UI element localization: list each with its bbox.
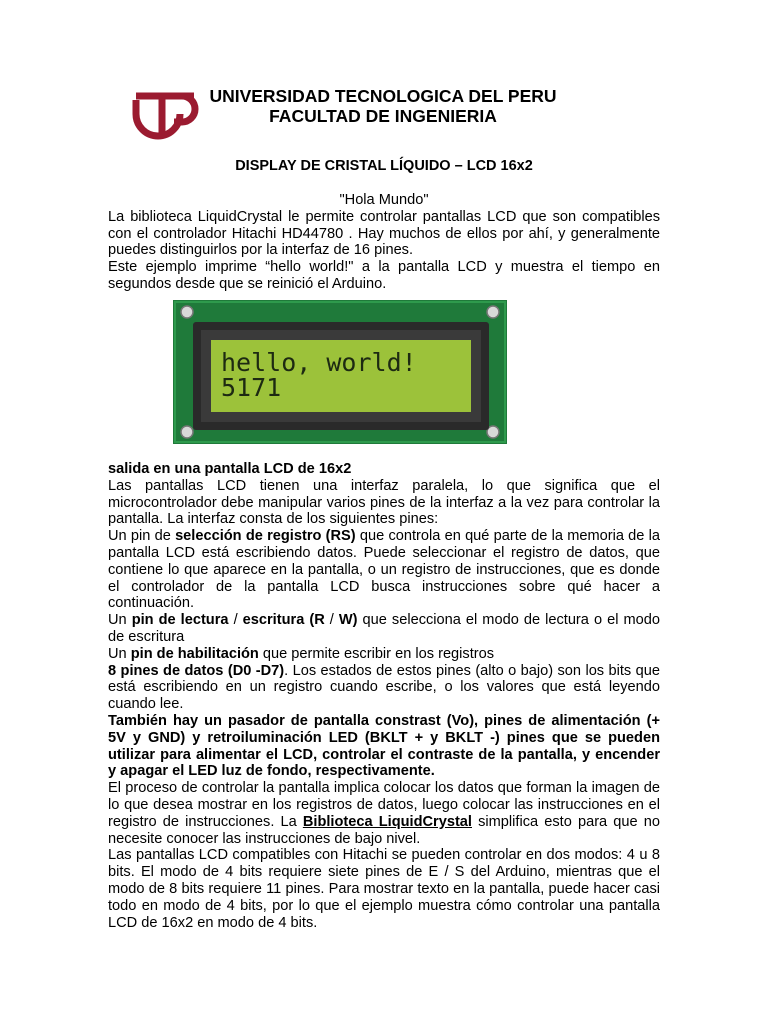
process-post: simplifica esto para que no necesite conocer las instrucciones de bajo nivel.: [108, 813, 660, 847]
faculty-name: FACULTAD DE INGENIERIA: [269, 106, 497, 126]
rw-post: que selecciona el modo de lectura o el modo de escritura: [108, 612, 660, 645]
rw-pin-paragraph: [108, 612, 660, 646]
enable-pin-paragraph: [108, 646, 660, 663]
modes-paragraph: Las pantallas LCD compatibles con Hitachi se pueden controlar en dos modos: 4 u 8 bits. El modo de 4 bits requiere siete pines de E / S del Arduino, mientras que el modo de 8 bits requiere 11 pines. Para mostrar texto en la pantalla, puede hacer casi todo en modo de 4 bits, por lo que el ejemplo muestra cómo controlar una pantalla LCD de 16x2 en modo de 4 bits.: [108, 847, 660, 931]
en-term: pin de habilitación: [130, 645, 259, 662]
intro-subtitle: "Hola Mundo": [339, 192, 429, 208]
rw-term-1: pin de lectura: [131, 612, 229, 629]
document-title: DISPLAY DE CRISTAL LÍQUIDO – LCD 16x2: [235, 158, 533, 174]
lcd-module-photo: [173, 300, 507, 444]
en-pre: Un: [108, 645, 131, 662]
power-pins-paragraph: También hay un pasador de pantalla constrast (Vo), pines de alimentación (+ 5V y GND) y retroiluminación LED (BKLT + y BKLT -) pines que se pueden utilizar para alimentar el LCD, controlar el contraste de la pantalla, y encender y apagar el LED luz de fondo, respectivamente.: [108, 712, 660, 780]
rs-pre: Un pin de: [108, 528, 176, 545]
liquidcrystal-link[interactable]: Biblioteca LiquidCrystal: [302, 813, 472, 830]
lcd-text-line-2: 5171: [221, 373, 282, 402]
process-paragraph: [108, 780, 660, 847]
rs-pin-paragraph: [108, 528, 660, 612]
interface-paragraph: Las pantallas LCD tienen una interfaz paralela, lo que significa que el microcontrolador debe manipular varios pines de la interfaz a la vez para controlar la pantalla. La interfaz consta de los siguientes pines:: [108, 477, 660, 528]
rw-pre: Un: [108, 612, 132, 629]
lcd-text-line-1: hello, world!: [221, 348, 417, 377]
data-pins-paragraph: [108, 663, 660, 713]
main-section: [108, 461, 660, 931]
intro-paragraph-1: La biblioteca LiquidCrystal le permite controlar pantallas LCD que son compatibles con el controlador Hitachi HD44780 . Hay muchos de ellos por ahí, y generalmente puedes distinguirlos por la interfaz de 16 pines.: [108, 208, 660, 259]
data-pins-term: 8 pines de datos (D0 -D7): [108, 662, 285, 679]
en-post: que permite escribir en los registros: [258, 645, 495, 662]
rw-term-3: W): [338, 612, 358, 629]
university-name: UNIVERSIDAD TECNOLOGICA DEL PERU: [209, 86, 557, 106]
section-heading: salida en una pantalla LCD de 16x2: [108, 461, 352, 477]
rs-post: que controla en qué parte de la memoria de la pantalla LCD está escribiendo datos. Puede seleccionar el registro de datos, que contiene lo que aparece en la pantalla, o un registro de instrucciones, que es donde el controlador de la pantalla LCD busca instrucciones sobre qué hacer a continuación.: [108, 528, 661, 612]
utp-logo: [130, 86, 200, 144]
rs-term: selección de registro (RS): [175, 528, 356, 545]
intro-block: [108, 192, 660, 293]
rw-slash-2: /: [324, 612, 339, 629]
rw-slash: /: [228, 612, 243, 629]
rw-term-2: escritura (R: [242, 612, 325, 629]
intro-paragraph-2: Este ejemplo imprime “hello world!" a la pantalla LCD y muestra el tiempo en segundos desde que se reinició el Arduino.: [108, 259, 660, 292]
data-pins-post: . Los estados de estos pines (alto o bajo) son los bits que está escribiendo en un registro cuando escribe, o los valores que está leyendo cuando lee.: [108, 662, 660, 713]
process-pre: El proceso de controlar la pantalla implica colocar los datos que forman la imagen de lo que desea mostrar en los registros de datos, luego colocar las instrucciones en el registro de instrucciones. La: [108, 780, 660, 830]
institution-header: [200, 86, 566, 126]
